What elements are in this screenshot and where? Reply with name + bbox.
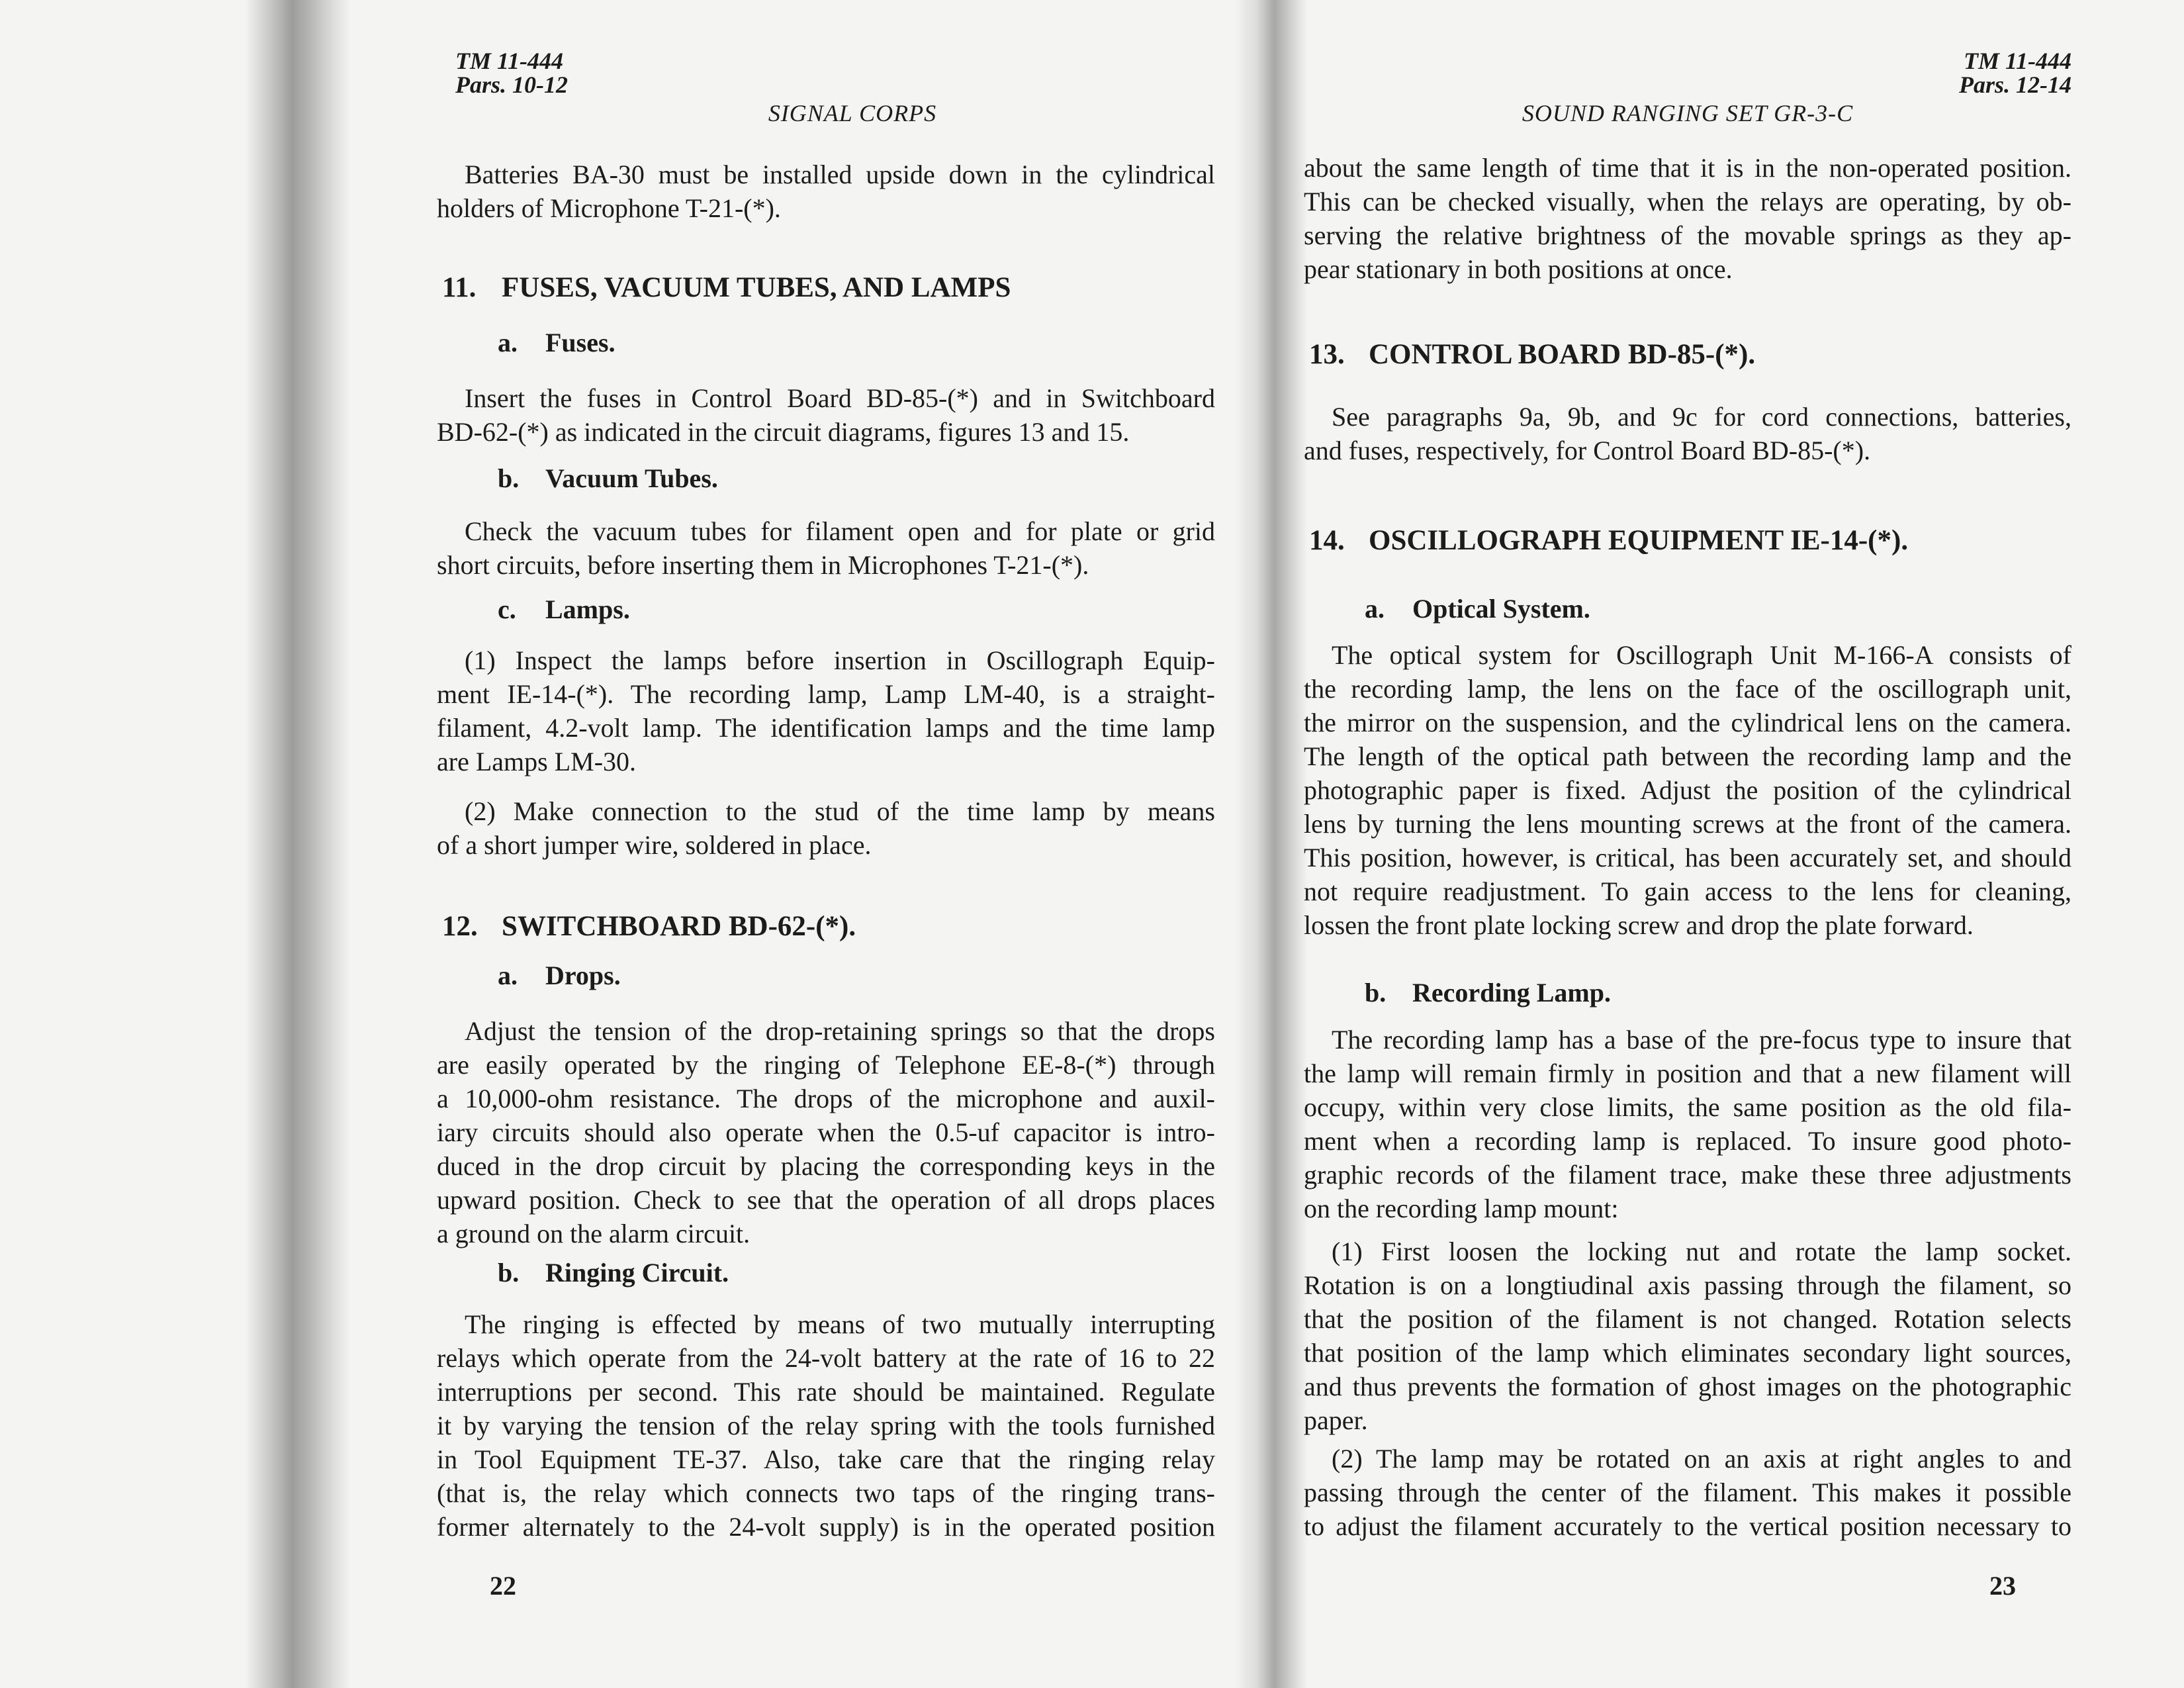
- text-line: not require readjustment. To gain access to the lens for cleaning,: [1304, 876, 2071, 906]
- text-line: photographic paper is fixed. Adjust the position of the cylindrical: [1304, 775, 2071, 805]
- text-line: that the position of the filament is not changed. Rotation selects: [1304, 1304, 2071, 1334]
- section-number: a.: [498, 328, 518, 357]
- section-title: Lamps.: [545, 594, 630, 624]
- section-number: a.: [1365, 594, 1385, 624]
- text-line: filament, 4.2-volt lamp. The identification lamps and the time lamp: [437, 713, 1215, 743]
- text-line: lossen the front plate locking screw and drop the plate forward.: [1304, 910, 1974, 940]
- text-line: relays which operate from the 24-volt battery at the rate of 16 to 22: [437, 1343, 1215, 1373]
- paragraph: [437, 514, 1215, 582]
- paragraph: [1304, 1023, 2071, 1225]
- text-line: (2) Make connection to the stud of the time lamp by means: [465, 796, 1215, 826]
- text-line: duced in the drop circuit by placing the corresponding keys in the: [437, 1151, 1215, 1181]
- section-title: OSCILLOGRAPH EQUIPMENT IE-14-(*).: [1369, 525, 1909, 556]
- text-line: that position of the lamp which eliminates secondary light sources,: [1304, 1338, 2071, 1368]
- text-line: (2) The lamp may be rotated on an axis at right angles to and: [1332, 1444, 2071, 1474]
- text-line: a 10,000-ohm resistance. The drops of the microphone and auxil-: [437, 1084, 1215, 1113]
- text-line: Adjust the tension of the drop-retaining springs so that the drops: [465, 1016, 1215, 1046]
- section-title: Vacuum Tubes.: [545, 463, 718, 493]
- manual-number: TM 11-444: [1963, 48, 2071, 74]
- text-line: holders of Microphone T-21-(*).: [437, 193, 781, 223]
- text-line: passing through the center of the filament. This makes it possible: [1304, 1477, 2071, 1507]
- text-line: (that is, the relay which connects two taps of the ringing trans-: [437, 1478, 1215, 1508]
- subsection-heading: [437, 461, 1215, 495]
- text-line: occupy, within very close limits, the same position as the old fila-: [1304, 1092, 2071, 1122]
- scan-binding-shadow: [245, 0, 351, 1688]
- text-line: graphic records of the filament trace, make these three adjustments: [1304, 1160, 2071, 1190]
- text-line: of a short jumper wire, soldered in place.: [437, 830, 872, 860]
- text-line: Rotation is on a longtiudinal axis passing through the filament, so: [1304, 1270, 2071, 1300]
- paragraph: [1304, 151, 2071, 286]
- text-line: Insert the fuses in Control Board BD-85-(*) and in Switchboard: [465, 383, 1215, 413]
- paragraph-range: Pars. 10-12: [455, 71, 568, 98]
- page-23: [1304, 0, 2071, 1688]
- text-line: the lamp will remain firmly in position and that a new filament will: [1304, 1058, 2071, 1088]
- paragraph: [437, 158, 1215, 225]
- section-heading: [437, 271, 1215, 305]
- text-line: The recording lamp has a base of the pre-focus type to insure that: [1332, 1025, 2071, 1055]
- paragraph: [437, 794, 1215, 862]
- text-line: paper.: [1304, 1405, 1368, 1435]
- text-line: See paragraphs 9a, 9b, and 9c for cord connections, batteries,: [1332, 402, 2071, 432]
- text-line: Batteries BA-30 must be installed upside down in the cylindrical: [465, 160, 1215, 189]
- section-title: Recording Lamp.: [1412, 978, 1611, 1008]
- text-line: lens by turning the lens mounting screws at the front of the camera.: [1304, 809, 2071, 839]
- section-number: c.: [498, 594, 516, 624]
- section-title: Fuses.: [545, 328, 615, 357]
- paragraph: [437, 1307, 1215, 1544]
- section-number: 13.: [1309, 339, 1345, 370]
- section-title: Ringing Circuit.: [545, 1258, 729, 1288]
- text-line: (1) Inspect the lamps before insertion in Oscillograph Equip-: [465, 645, 1215, 675]
- section-title: FUSES, VACUUM TUBES, AND LAMPS: [502, 272, 1011, 303]
- section-number: a.: [498, 961, 518, 990]
- text-line: the mirror on the suspension, and the cylindrical lens on the camera.: [1304, 708, 2071, 737]
- paragraph: [1304, 1442, 2071, 1543]
- text-line: about the same length of time that it is in the non-operated position.: [1304, 153, 2071, 183]
- subsection-heading: [437, 959, 1215, 992]
- text-line: ment when a recording lamp is replaced. To insure good photo-: [1304, 1126, 2071, 1156]
- paragraph: [1304, 638, 2071, 942]
- section-number: b.: [1365, 978, 1387, 1008]
- running-head: SOUND RANGING SET GR-3-C: [1522, 100, 1854, 126]
- subsection-heading: [437, 326, 1215, 359]
- text-line: The optical system for Oscillograph Unit M-166-A consists of: [1332, 640, 2071, 670]
- text-line: BD-62-(*) as indicated in the circuit diagrams, figures 13 and 15.: [437, 417, 1130, 447]
- paragraph: [437, 1014, 1215, 1250]
- section-heading: [437, 910, 1215, 943]
- paragraph: [437, 643, 1215, 778]
- page-number: 23: [1989, 1571, 2016, 1601]
- text-line: serving the relative brightness of the movable springs as they ap-: [1304, 220, 2071, 250]
- paragraph: [1304, 1235, 2071, 1437]
- paragraph-range: Pars. 12-14: [1959, 71, 2071, 98]
- text-line: iary circuits should also operate when the 0.5-uf capacitor is intro-: [437, 1117, 1215, 1147]
- section-title: Drops.: [545, 961, 621, 990]
- text-line: a ground on the alarm circuit.: [437, 1219, 751, 1248]
- section-title: CONTROL BOARD BD-85-(*).: [1369, 339, 1756, 370]
- text-line: The ringing is effected by means of two mutually interrupting: [465, 1309, 1215, 1339]
- text-line: (1) First loosen the locking nut and rotate the lamp socket.: [1332, 1237, 2071, 1266]
- text-line: former alternately to the 24-volt supply) is in the operated position: [437, 1512, 1215, 1542]
- text-line: to adjust the filament accurately to the vertical position necessary to: [1304, 1511, 2071, 1541]
- subsection-heading: [1304, 592, 2071, 626]
- text-line: it by varying the tension of the relay spring with the tools furnished: [437, 1411, 1215, 1440]
- running-head: SIGNAL CORPS: [768, 100, 937, 126]
- text-line: interruptions per second. This rate should be maintained. Regulate: [437, 1377, 1215, 1407]
- section-number: b.: [498, 463, 520, 493]
- paragraph: [437, 381, 1215, 449]
- subsection-heading: [437, 592, 1215, 626]
- text-line: This position, however, is critical, has been accurately set, and should: [1304, 843, 2071, 872]
- subsection-heading: [437, 1256, 1215, 1289]
- text-line: upward position. Check to see that the operation of all drops places: [437, 1185, 1215, 1215]
- page-gutter-shadow: [1234, 0, 1307, 1688]
- subsection-heading: [1304, 976, 2071, 1009]
- text-line: The length of the optical path between the recording lamp and the: [1304, 741, 2071, 771]
- page-number: 22: [490, 1571, 516, 1601]
- section-title: SWITCHBOARD BD-62-(*).: [502, 911, 856, 942]
- text-line: pear stationary in both positions at once.: [1304, 254, 1733, 284]
- text-line: the recording lamp, the lens on the face of the oscillograph unit,: [1304, 674, 2071, 704]
- text-line: in Tool Equipment TE-37. Also, take care that the ringing relay: [437, 1444, 1215, 1474]
- text-line: on the recording lamp mount:: [1304, 1194, 1619, 1223]
- section-number: 14.: [1309, 525, 1345, 556]
- section-heading: [1304, 338, 2071, 371]
- text-line: and fuses, respectively, for Control Board BD-85-(*).: [1304, 436, 1871, 465]
- text-line: This can be checked visually, when the relays are operating, by ob-: [1304, 187, 2071, 216]
- section-title: Optical System.: [1412, 594, 1590, 624]
- paragraph: [1304, 400, 2071, 467]
- text-line: short circuits, before inserting them in Microphones T-21-(*).: [437, 550, 1089, 580]
- text-line: and thus prevents the formation of ghost images on the photographic: [1304, 1372, 2071, 1401]
- section-heading: [1304, 524, 2071, 557]
- page-22: [437, 0, 1215, 1688]
- section-number: b.: [498, 1258, 520, 1288]
- section-number: 11.: [442, 272, 477, 303]
- text-line: ment IE-14-(*). The recording lamp, Lamp LM-40, is a straight-: [437, 679, 1215, 709]
- manual-number: TM 11-444: [455, 48, 564, 74]
- text-line: are easily operated by the ringing of Telephone EE-8-(*) through: [437, 1050, 1215, 1080]
- section-number: 12.: [442, 911, 478, 942]
- text-line: Check the vacuum tubes for filament open and for plate or grid: [465, 516, 1215, 546]
- text-line: are Lamps LM-30.: [437, 747, 637, 776]
